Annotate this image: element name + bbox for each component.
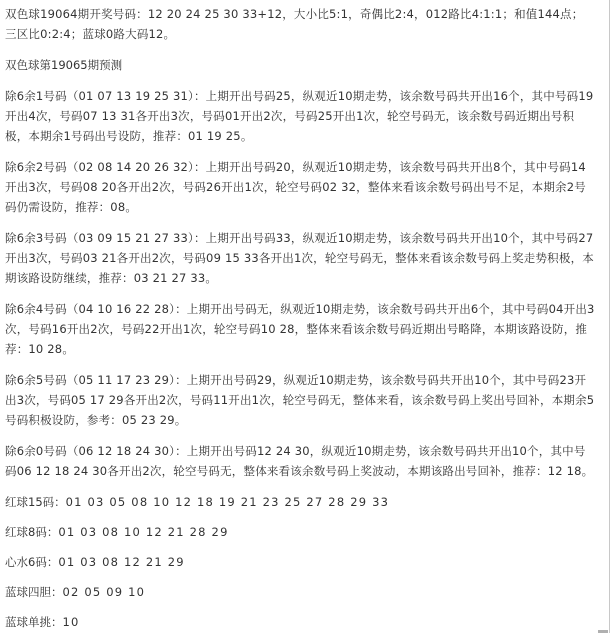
result-red-15 — [5, 492, 595, 512]
result-numbers: 01 03 08 12 21 29 — [58, 555, 185, 569]
result-label: 红球15码： — [5, 495, 66, 509]
result-label: 蓝球四胆： — [5, 585, 63, 599]
result-heart-6 — [5, 552, 595, 572]
analysis-remainder-5: 除6余5号码（05 11 17 23 29）：上期开出号码29，纵观近10期走势，该余数号码共开出10个，其中号码23开出3次，号码05 17 29各开出2次，号码11开出1次，轮空号码无，整体来看，该余数号码上奖出号回补，本期余5号码积极设防，参考：05 23 29。 — [5, 373, 595, 427]
analysis-remainder-1: 除6余1号码（01 07 13 19 25 31）：上期开出号码25，纵观近10期走势，该余数号码共开出16个，其中号码19开出4次，号码07 13 31各开出3次，号码01开出2次，号码25开出1次，轮空号码无，该余数号码近期出号积极，本期余1号码出号设防，推荐：01 19 25。 — [5, 89, 594, 143]
result-label: 红球8码： — [5, 525, 59, 539]
result-label: 蓝球单挑： — [5, 615, 63, 629]
result-blue-four — [5, 582, 595, 602]
result-label: 心水6码： — [5, 555, 59, 569]
analysis-remainder-3: 除6余3号码（03 09 15 21 27 33）：上期开出号码33，纵观近10期走势，该余数号码共开出10个，其中号码27开出3次，号码03 21各开出2次，号码09 15 33各开出1次，轮空号码无，整体来看该余数号码上奖走势积极，本期该路设防继续，推荐：03 21 27 33。 — [5, 231, 594, 285]
result-numbers: 02 05 09 10 — [62, 585, 146, 599]
analysis-remainder-2: 除6余2号码（02 08 14 20 26 32）：上期开出号码20，纵观近10期走势，该余数号码共开出8个，其中号码14开出3次，号码08 20各开出2次，号码26开出1次，轮空号码02 32，整体来看该余数号码出号不足，本期余2号码仍需设防，推荐：08。 — [5, 160, 586, 214]
result-red-8 — [5, 522, 595, 542]
analysis-remainder-4: 除6余4号码（04 10 16 22 28）：上期开出号码无，纵观近10期走势，该余数号码共开出6个，其中号码04开出3次，号码16开出2次，号码22开出1次，轮空号码10 28，整体来看该余数号码近期出号略降，本期该路设防，推荐：10 28。 — [5, 302, 595, 356]
analysis-remainder-0: 除6余0号码（06 12 18 24 30）：上期开出号码12 24 30，纵观近10期走势，该余数号码共开出10个，其中号码06 12 18 24 30各开出2次，轮空号码无，整体来看该余数号码上奖波动，本期该路出号回补，推荐：12 18。 — [5, 444, 594, 478]
result-blue-single — [5, 612, 595, 632]
result-numbers: 01 03 05 08 10 12 18 19 21 23 25 27 28 29 33 — [65, 495, 390, 509]
result-numbers: 10 — [62, 615, 80, 629]
article-body — [5, 4, 595, 642]
draw-summary: 双色球19064期开奖号码：12 20 24 25 30 33+12，大小比5:1，奇偶比2:4，012路比4:1:1；和值144点；三区比0:2:4；蓝球0路大码12。 — [5, 7, 584, 41]
forecast-title: 双色球第19065期预测 — [5, 58, 123, 72]
result-numbers: 01 03 08 10 12 21 28 29 — [58, 525, 229, 539]
